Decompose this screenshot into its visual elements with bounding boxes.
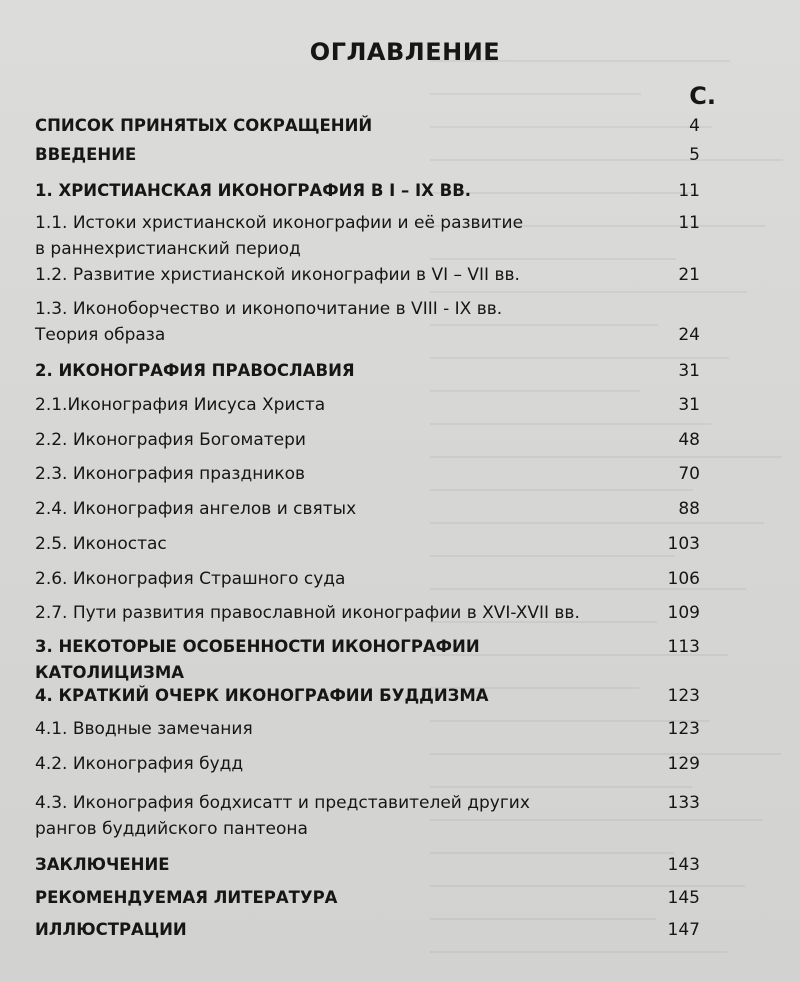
toc-entry-title [35, 600, 635, 626]
toc-entry-page-number: 70 [678, 464, 700, 484]
bleed-through-line [430, 489, 693, 491]
toc-entry-title [35, 852, 635, 878]
toc-entry-page-number: 109 [667, 603, 700, 623]
toc-entry-page-number: 129 [667, 754, 700, 774]
toc-entry-title [35, 210, 635, 262]
bleed-through-line [430, 786, 692, 788]
toc-entry-title-line: 2.3. Иконография праздников [35, 464, 306, 484]
toc-entry-title [35, 683, 635, 709]
toc-entry-page-number: 106 [667, 569, 700, 589]
toc-entry-title [35, 461, 635, 487]
bleed-through-line [430, 291, 747, 293]
bleed-through-line [430, 93, 641, 95]
bleed-through-line [430, 951, 727, 953]
toc-entry-title-line: 2.1.Иконография Иисуса Христа [35, 395, 326, 415]
toc-entry-page-number: 103 [667, 534, 700, 554]
toc-entry-title [35, 917, 635, 943]
toc-entry-title [35, 790, 635, 842]
toc-entry-title-line: 4.2. Иконография будд [35, 754, 244, 774]
toc-entry-title [35, 142, 635, 168]
toc-entry-title-line: 2. ИКОНОГРАФИЯ ПРАВОСЛАВИЯ [35, 361, 355, 380]
toc-entry-title-line: 2.5. Иконостас [35, 534, 167, 554]
toc-entry-title-line: 4. КРАТКИЙ ОЧЕРК ИКОНОГРАФИИ БУДДИЗМА [35, 686, 489, 705]
page-column-header: С. [689, 82, 716, 110]
toc-entry-page-number: 21 [678, 265, 700, 285]
toc-entry-page-number: 113 [667, 637, 700, 657]
toc-entry-page-number: 4 [689, 116, 700, 136]
toc-entry-title [35, 496, 635, 522]
toc-entry-title-line: 2.7. Пути развития православной иконографии в XVI-XVII вв. [35, 603, 580, 623]
toc-entry-title-line: 2.4. Иконография ангелов и святых [35, 499, 357, 519]
bleed-through-line [430, 522, 764, 524]
toc-entry-title-line: РЕКОМЕНДУЕМАЯ ЛИТЕРАТУРА [35, 888, 338, 907]
bleed-through-line [430, 423, 711, 425]
toc-entry-page-number: 123 [667, 686, 700, 706]
toc-entry-title [35, 566, 635, 592]
toc-entry-title-line: 1.1. Истоки христианской иконографии и её развитие [35, 213, 524, 233]
toc-entry-title [35, 716, 635, 742]
toc-entry-title-line: 1.2. Развитие христианской иконографии в VI – VII вв. [35, 265, 520, 285]
toc-entry-page-number: 123 [667, 719, 700, 739]
toc-entry-title-line: ИЛЛЮСТРАЦИИ [35, 920, 187, 939]
toc-entry-page-number: 147 [667, 920, 700, 940]
toc-entry-page-number: 143 [667, 855, 700, 875]
toc-entry-title [35, 531, 635, 557]
toc-entry-page-number: 11 [678, 213, 700, 233]
toc-entry-page-number: 88 [678, 499, 700, 519]
toc-entry-title-line: 2.2. Иконография Богоматери [35, 430, 306, 450]
toc-entry-title [35, 178, 635, 204]
toc-entry-page-number: 11 [678, 181, 700, 201]
toc-entry-page-number: 145 [667, 888, 700, 908]
toc-entry-title-line: рангов буддийского пантеона [35, 819, 308, 839]
page-title: ОГЛАВЛЕНИЕ [309, 38, 501, 66]
toc-entry-title-line: Теория образа [35, 325, 166, 345]
toc-entry-title-line: 1.3. Иконоборчество и иконопочитание в VIII - IX вв. [35, 299, 503, 319]
toc-entry-page-number: 24 [678, 325, 700, 345]
bleed-through-line [430, 456, 782, 458]
toc-entry-page-number: 31 [678, 395, 700, 415]
toc-entry-title-line: ЗАКЛЮЧЕНИЕ [35, 855, 170, 874]
toc-entry-page-number: 133 [667, 793, 700, 813]
toc-entry-title [35, 296, 635, 348]
toc-entry-title [35, 634, 635, 686]
toc-entry-title [35, 392, 635, 418]
toc-entry-title-line: КАТОЛИЦИЗМА [35, 663, 185, 682]
toc-entry-title-line: СПИСОК ПРИНЯТЫХ СОКРАЩЕНИЙ [35, 116, 373, 135]
toc-entry-title-line: 2.6. Иконография Страшного суда [35, 569, 346, 589]
toc-entry-title [35, 113, 635, 139]
toc-entry-page-number: 31 [678, 361, 700, 381]
toc-entry-title [35, 262, 635, 288]
toc-entry-title-line: 1. ХРИСТИАНСКАЯ ИКОНОГРАФИЯ В I – IX ВВ. [35, 181, 472, 200]
toc-entry-title-line: в раннехристианский период [35, 239, 301, 259]
toc-entry-title [35, 885, 635, 911]
toc-entry-title-line: 4.1. Вводные замечания [35, 719, 253, 739]
toc-entry-page-number: 48 [678, 430, 700, 450]
toc-entry-title [35, 751, 635, 777]
toc-entry-title-line: 4.3. Иконография бодхисатт и представителей других [35, 793, 530, 813]
toc-entry-title [35, 358, 635, 384]
toc-entry-title [35, 427, 635, 453]
toc-entry-title-line: ВВЕДЕНИЕ [35, 145, 137, 164]
toc-entry-page-number: 5 [689, 145, 700, 165]
toc-entry-title-line: 3. НЕКОТОРЫЕ ОСОБЕННОСТИ ИКОНОГРАФИИ [35, 637, 480, 656]
